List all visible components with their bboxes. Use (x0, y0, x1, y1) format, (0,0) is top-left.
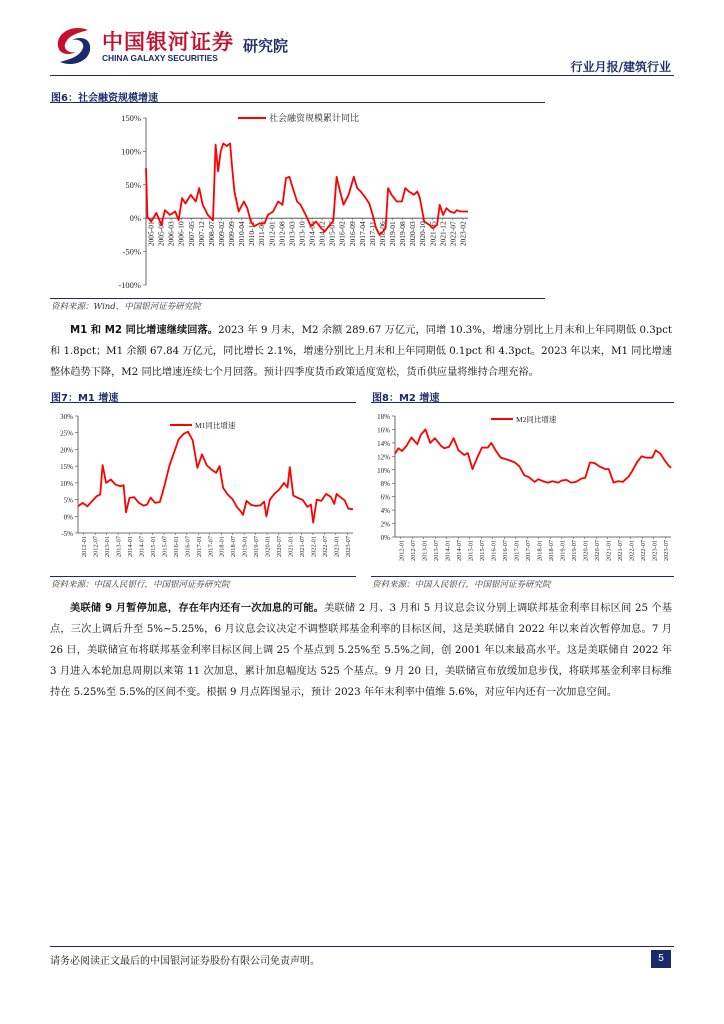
footer-disclaimer: 请务必阅读正文最后的中国银河证券股份有限公司免责声明。 (50, 956, 320, 967)
fig6-xtick-label: 2014-05 (307, 221, 317, 247)
fig7-xtick-label: 2023-01 (333, 536, 341, 557)
fig7-xtick-label: 2019-07 (253, 536, 261, 557)
fig6-xtick-label: 2006-10 (176, 221, 186, 247)
fig8-xtick-label: 2019-01 (559, 540, 567, 561)
fig8-xtick-label: 2013-07 (432, 540, 440, 561)
fig7-xtick-label: 2012-07 (92, 536, 100, 557)
fig6-xtick-label: 2010-11 (247, 221, 257, 246)
fig7-xtick-label: 2017-01 (195, 536, 203, 557)
fig7-xtick-label: 2021-01 (287, 536, 295, 557)
fig7-source: 资料来源：中国人民银行，中国银河证券研究院 (51, 580, 230, 590)
paragraph-fed (50, 598, 672, 703)
fig6-legend-label: 社会融资规模累计同比 (269, 113, 360, 123)
paragraph-fed-body: 美联储 2 月、3 月和 5 月议息会议分别上调联邦基金利率目标区间 25 个基点，三次上调后升至 5%~5.25%，6 月议息会议决定不调整联邦基金利率的目标区间，这是美联储自 2022 年以来首次暂停加息。7 月 26 日，美联储宣布将联邦基金利率目标区间上调 25 个基点到 5.25%至 5.5%之间，创 2001 年以来最高水平。这是美联储自 2022 年 3 月进入本轮加息周期以来第 11 次加息，累计加息幅度达 525 个基点。9 月 20 日，美联储宣布放缓加息步伐，将联邦基金利率目标维持在 5.25%至 5.5%的区间不变。根据 9 月点阵图显示，预计 2023 年年末利率中值维 5.6%，对应年内还有一次加息空间。 (50, 603, 672, 698)
fig6-title: 图6：社会融资规模增速 (51, 93, 158, 104)
fig8-xtick-label: 2018-01 (536, 540, 544, 561)
fig7-xtick-label: 2022-07 (321, 536, 329, 557)
fig6-xtick-label: 2015-07 (327, 221, 337, 247)
fig7-xtick-label: 2016-01 (172, 536, 180, 557)
fig8-ytick-label: 10% (377, 466, 390, 475)
fig6-ytick-label: -50% (122, 246, 141, 257)
fig8-ytick-label: 6% (380, 493, 390, 502)
fig6-xtick-label: 2016-09 (347, 221, 357, 247)
fig7-xtick-label: 2020-01 (264, 536, 272, 557)
header-rule (50, 75, 674, 76)
fig8-title: 图8：M2 增速 (372, 393, 440, 404)
fig6-xtick-label: 2007-05 (186, 221, 196, 247)
fig7-xtick-label: 2014-01 (127, 536, 135, 557)
fig8-title-rule (371, 402, 674, 403)
page-number: 5 (651, 950, 671, 968)
fig7-xtick-label: 2015-07 (161, 536, 169, 557)
fig8-xtick-label: 2023-01 (651, 540, 659, 561)
fig8-bottom-rule (371, 576, 674, 577)
footer-rule (50, 946, 674, 947)
fig8-xtick-label: 2016-07 (501, 540, 509, 561)
fig7-ytick-label: 25% (60, 429, 73, 438)
fig6-xtick-label: 2012-08 (277, 221, 287, 247)
fig8-xtick-label: 2021-07 (616, 540, 624, 561)
fig6-xtick-label: 2020-10 (418, 221, 428, 247)
fig6-xtick-label: 2013-10 (297, 221, 307, 247)
fig6-xtick-label: 2017-11 (367, 221, 377, 246)
fig7-ytick-label: -5% (61, 530, 73, 538)
fig8-ytick-label: 2% (380, 520, 390, 529)
fig7-bottom-rule (50, 576, 356, 577)
fig8-xtick-label: 2015-01 (467, 540, 475, 561)
fig8-xtick-label: 2014-07 (455, 540, 463, 561)
fig6-ytick-label: 100% (121, 146, 141, 157)
fig7-xtick-label: 2018-01 (218, 536, 226, 557)
fig6-xtick-label: 2019-08 (398, 221, 408, 247)
fig8-xtick-label: 2022-07 (639, 540, 647, 561)
logo-institute: 研究院 (243, 37, 289, 55)
fig6-xtick-label: 2005-01 (146, 221, 156, 247)
fig7-xtick-label: 2012-01 (81, 536, 89, 557)
fig7-xtick-label: 2015-01 (149, 536, 157, 557)
fig8-ytick-label: 12% (377, 453, 390, 462)
fig7-xtick-label: 2016-07 (184, 536, 192, 557)
fig7-xtick-label: 2019-01 (241, 536, 249, 557)
fig8-xtick-label: 2015-07 (478, 540, 486, 561)
fig6-xtick-label: 2005-08 (156, 221, 166, 247)
fig7-xtick-label: 2022-01 (310, 536, 318, 557)
paragraph-money-supply (50, 320, 672, 383)
fig7-ytick-label: 15% (60, 463, 73, 472)
fig6-ytick-label: 150% (121, 113, 141, 123)
fig8-xtick-label: 2018-07 (547, 540, 555, 561)
fig8-legend-label: M2同比增速 (516, 415, 557, 424)
fig8-ytick-label: 14% (377, 439, 390, 448)
fig6-xtick-label: 2009-02 (216, 221, 226, 247)
fig8-xtick-label: 2020-01 (582, 540, 590, 561)
paragraph-money-supply-lead: M1 和 M2 同比增速继续回落。 (70, 325, 219, 336)
fig6-title-rule (50, 102, 545, 103)
fig6-xtick-label: 2014-12 (317, 221, 327, 247)
fig6-xtick-label: 2021-05 (428, 221, 438, 247)
logo-text-en: CHINA GALAXY SECURITIES (102, 53, 218, 63)
fig7-legend-label: M1同比增速 (195, 421, 236, 430)
fig7-title-rule (50, 402, 356, 403)
fig8-xtick-label: 2021-01 (605, 540, 613, 561)
fig7-xtick-label: 2018-07 (230, 536, 238, 557)
fig8-ytick-label: 18% (377, 413, 390, 421)
fig7-series-line (78, 432, 353, 523)
fig8-ytick-label: 0% (380, 534, 390, 542)
fig8-source: 资料来源：中国人民银行，中国银河证券研究院 (372, 580, 551, 590)
fig6-xtick-label: 2012-01 (267, 221, 277, 247)
fig8-xtick-label: 2014-01 (444, 540, 452, 561)
fig6-xtick-label: 2008-07 (206, 221, 216, 247)
fig6-xtick-label: 2009-09 (227, 221, 237, 247)
paragraph-money-supply-body: 2023 年 9 月末，M2 余额 289.67 万亿元，同增 10.3%，增速分别比上月末和上年同期低 0.3pct 和 1.8pct；M1 余额 67.84 万亿元，同比增长 2.1%，增速分别比上月末和上年同期低 0.1pct 和 4.3pct。2023 年以来，M1 同比增速整体趋势下降，M2 同比增速连续七个月回落。预计四季度货币政策适度宽松，货币供应量将维持合理充裕。 (50, 325, 673, 378)
fig6-ytick-label: 50% (125, 179, 141, 190)
fig7-chart (50, 406, 356, 574)
fig6-xtick-label: 2023-02 (458, 221, 468, 247)
logo-icon (52, 26, 96, 66)
fig6-chart (50, 104, 545, 296)
fig6-xtick-label: 2007-12 (196, 221, 206, 247)
fig7-title: 图7：M1 增速 (51, 393, 119, 404)
fig6-series-line (146, 143, 468, 235)
fig8-ytick-label: 8% (380, 480, 390, 489)
fig7-xtick-label: 2021-07 (298, 536, 306, 557)
fig7-ytick-label: 0% (63, 513, 73, 522)
fig7-xtick-label: 2014-07 (138, 536, 146, 557)
fig8-xtick-label: 2017-01 (513, 540, 521, 561)
fig7-ytick-label: 30% (60, 413, 73, 421)
fig8-xtick-label: 2017-07 (524, 540, 532, 561)
fig8-xtick-label: 2016-01 (490, 540, 498, 561)
fig6-ytick-label: -100% (118, 280, 141, 290)
fig6-xtick-label: 2021-12 (438, 221, 448, 247)
fig8-series-line (395, 429, 671, 482)
report-category: 行业月报/建筑行业 (570, 60, 671, 74)
fig6-xtick-label: 2011-06 (257, 221, 267, 246)
fig7-ytick-label: 20% (60, 446, 73, 455)
fig6-xtick-label: 2022-07 (448, 221, 458, 247)
fig8-xtick-label: 2022-01 (628, 540, 636, 561)
fig6-xtick-label: 2016-02 (337, 221, 347, 247)
fig7-xtick-label: 2020-07 (276, 536, 284, 557)
fig8-xtick-label: 2013-01 (421, 540, 429, 561)
fig6-xtick-label: 2018-06 (377, 221, 387, 247)
fig8-chart (371, 406, 674, 574)
logo-text-cn: 中国银河证券 (102, 30, 234, 54)
fig6-source: 资料来源：Wind，中国银河证券研究院 (51, 302, 201, 312)
fig7-xtick-label: 2013-01 (104, 536, 112, 557)
fig6-xtick-label: 2020-03 (408, 221, 418, 247)
fig7-xtick-label: 2013-07 (115, 536, 123, 557)
fig8-xtick-label: 2012-07 (409, 540, 417, 561)
fig8-xtick-label: 2020-07 (593, 540, 601, 561)
fig7-xtick-label: 2017-07 (207, 536, 215, 557)
fig6-bottom-rule (50, 298, 545, 299)
fig6-xtick-label: 2006-03 (166, 221, 176, 247)
fig7-ytick-label: 10% (60, 479, 73, 488)
fig6-ytick-label: 0% (129, 213, 141, 224)
fig6-xtick-label: 2017-04 (357, 221, 367, 247)
fig7-ytick-label: 5% (63, 496, 73, 505)
fig8-ytick-label: 16% (377, 426, 390, 435)
fig8-xtick-label: 2023-07 (662, 540, 670, 561)
fig8-xtick-label: 2019-07 (570, 540, 578, 561)
fig6-xtick-label: 2019-01 (388, 221, 398, 247)
fig6-xtick-label: 2010-04 (237, 221, 247, 247)
paragraph-fed-lead: 美联储 9 月暂停加息，存在年内还有一次加息的可能。 (70, 603, 325, 614)
fig8-xtick-label: 2012-01 (398, 540, 406, 561)
fig6-xtick-label: 2013-03 (287, 221, 297, 247)
fig8-ytick-label: 4% (380, 507, 390, 516)
fig7-xtick-label: 2023-07 (344, 536, 352, 557)
